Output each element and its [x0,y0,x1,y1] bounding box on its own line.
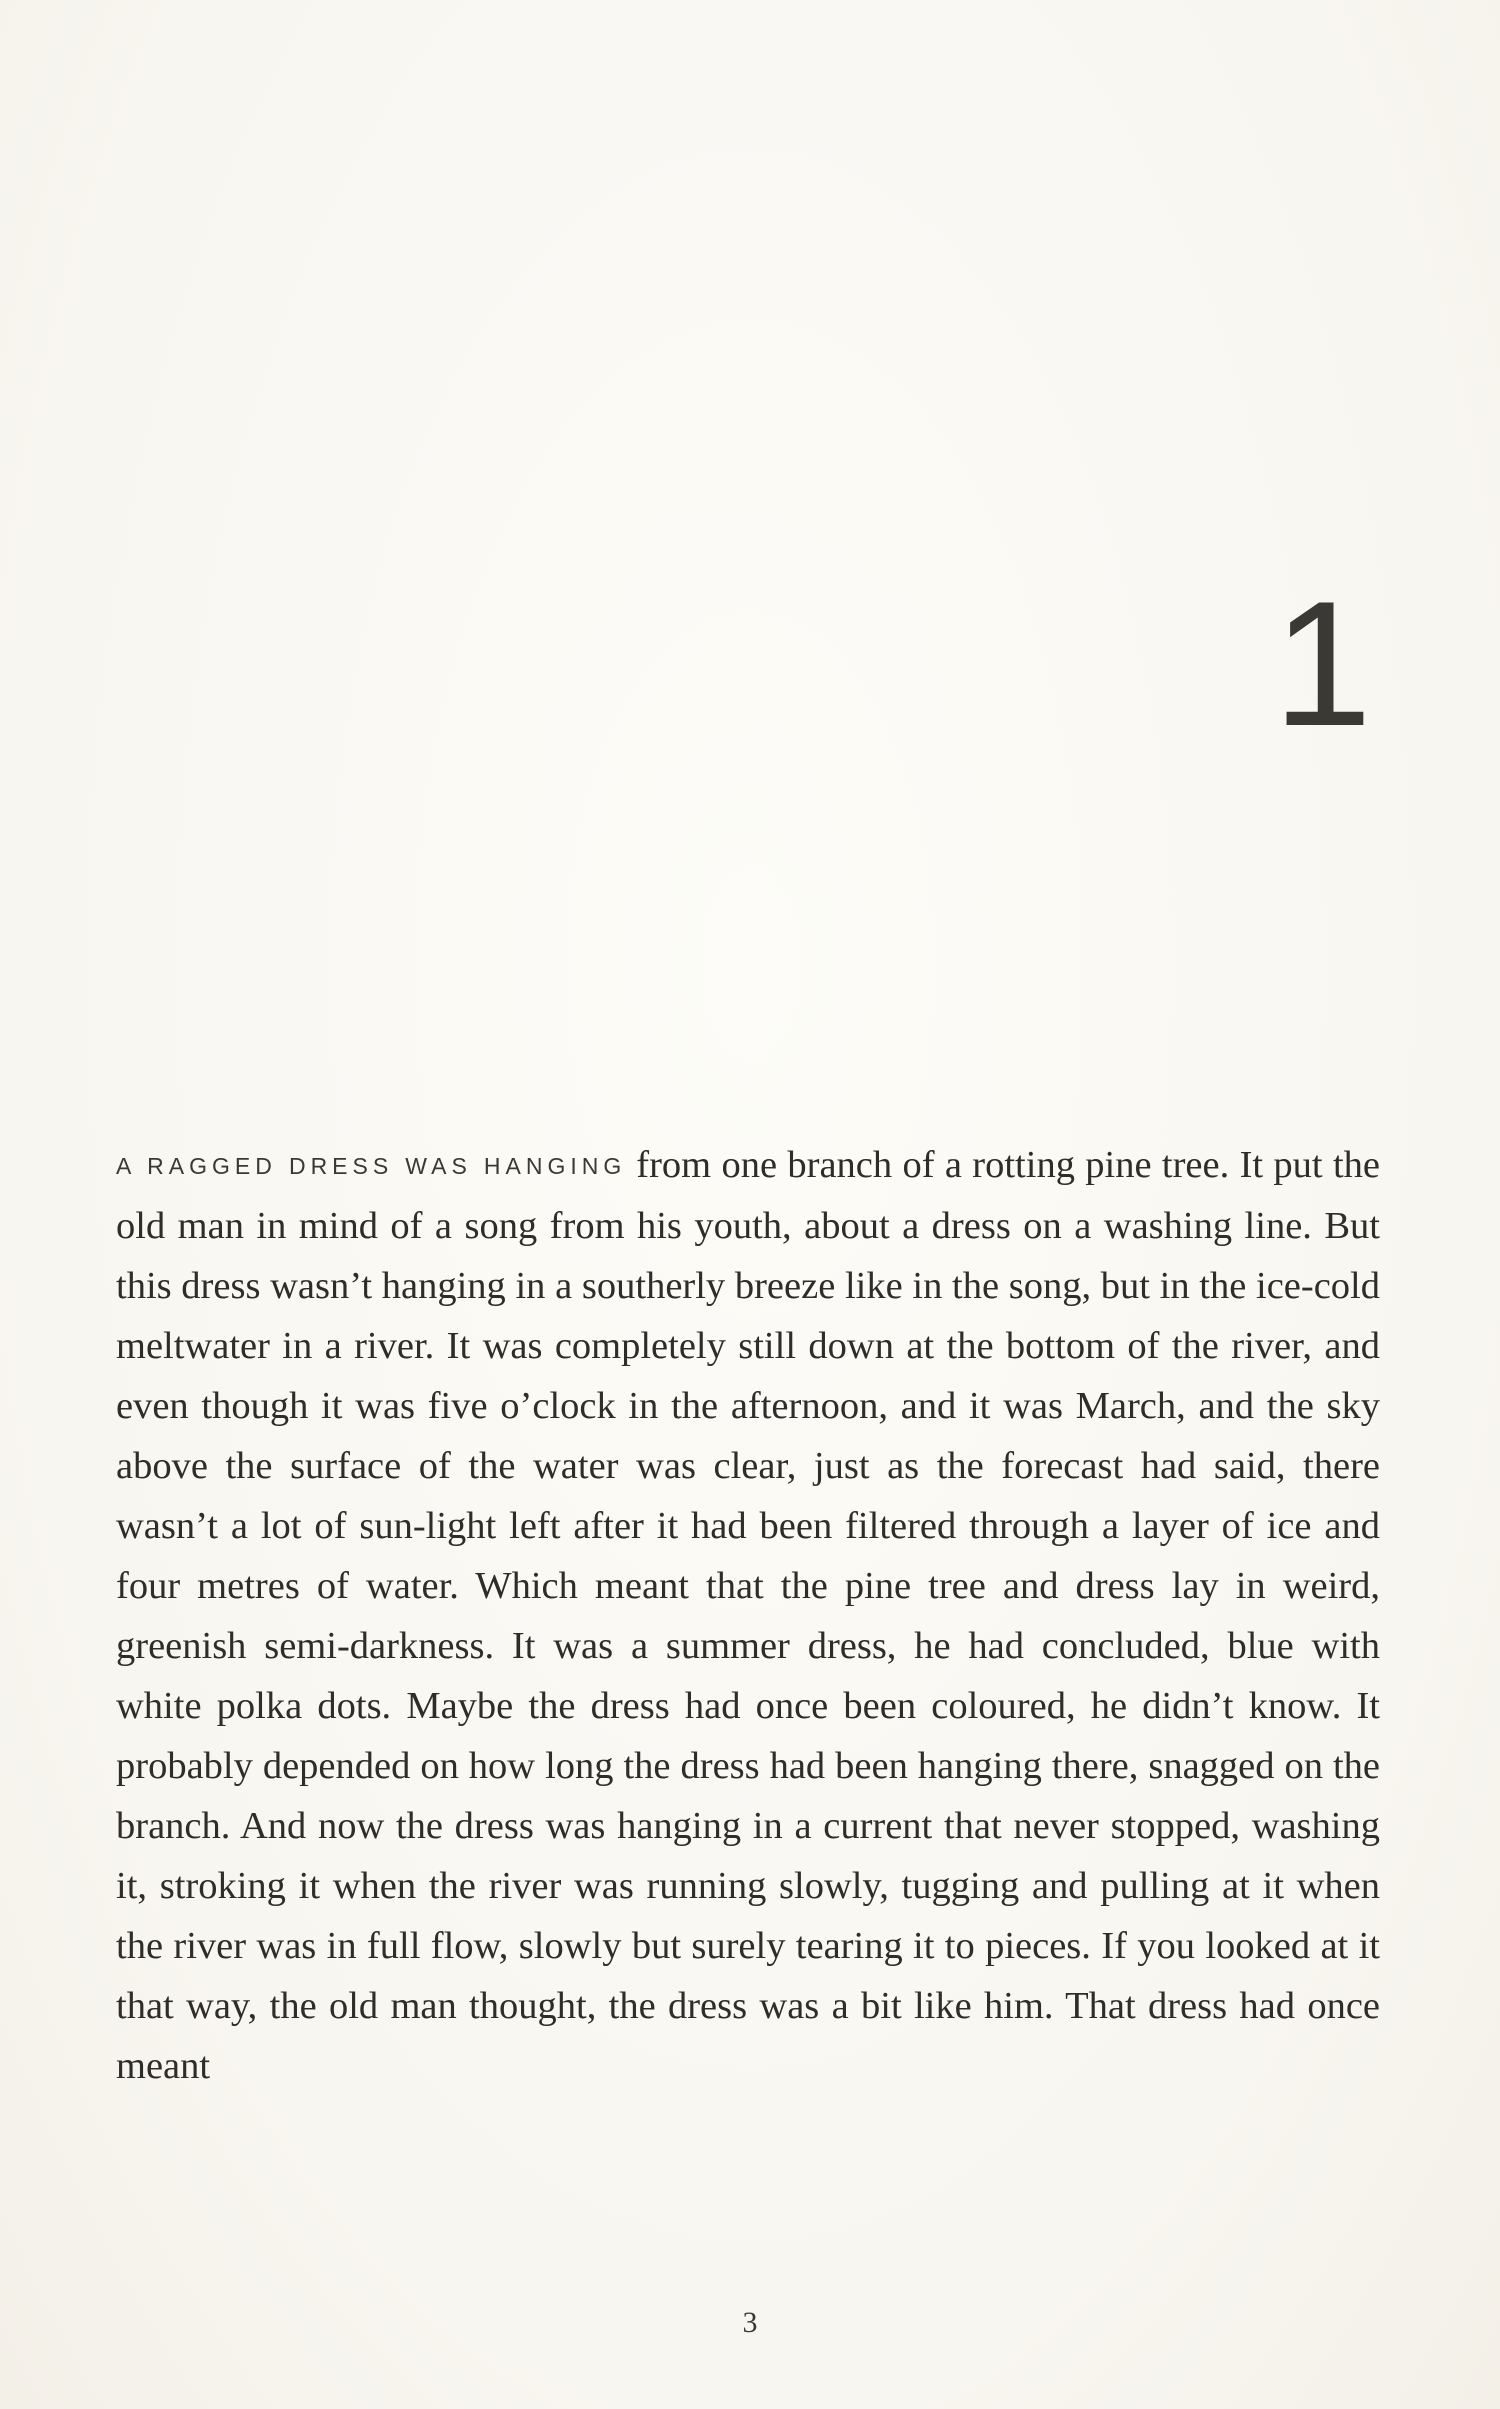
body-text: from one branch of a rotting pine tree. It put the old man in mind of a song from his youth, about a dress on a washing line. But this dress wasn’t hanging in a southerly breeze like in the song, but in the ice-cold meltwater in a river. It was completely still down at the bottom of the river, and even though it was five o’clock in the afternoon, and it was March, and the sky above the surface of the water was clear, just as the forecast had said, there wasn’t a lot of sun-light left after it had been filtered through a layer of ice and four metres of water. Which meant that the pine tree and dress lay in weird, greenish semi-darkness. It was a summer dress, he had concluded, blue with white polka dots. Maybe the dress had once been coloured, he didn’t know. It probably depended on how long the dress had been hanging there, snagged on the branch. And now the dress was hanging in a current that never stopped, washing it, stroking it when the river was running slowly, tugging and pulling at it when the river was in full flow, slowly but surely tearing it to pieces. If you looked at it that way, the old man thought, the dress was a bit like him. That dress had once meant [116,1144,1380,2087]
body-paragraph [116,1135,1380,2096]
chapter-number: 1 [1273,564,1372,763]
small-caps-lead-in: A RAGGED DRESS WAS HANGING [116,1153,627,1179]
page-number: 3 [742,2306,758,2339]
